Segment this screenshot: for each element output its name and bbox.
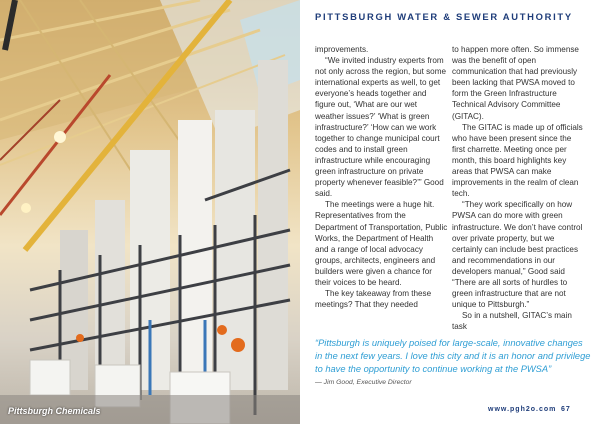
publication-title: PITTSBURGH WATER & SEWER AUTHORITY (315, 11, 573, 22)
page-number: 67 (561, 406, 571, 413)
paragraph: The GITAC is made up of officials who have been present since the first charrette. Meeting once per month, this board highlights key areas that PWSA can make improvements in the realm of clean tech. (452, 122, 583, 199)
pull-quote-author: — Jim Good, Executive Director (315, 379, 412, 386)
paragraph: “We invited industry experts from not only across the region, but some international experts as well, to get everyone’s heads together and figure out, ‘What are our wet weather issues?’ ‘What is green infrastructure?’ ‘How can we work together to change municipal court codes and to install green infrastructure while encouraging green infrastructure on private property whenever feasible?’” Good said. (315, 56, 446, 199)
paragraph: “They work specifically on how PWSA can do more with green infrastructure. We don’t have control over private property, but we certainly can include best practices and recommendations in our developers manual,” Good said “There are all sorts of hurdles to green infrastructure that are not unique to Pittsburgh.” (452, 200, 583, 310)
pull-quote: “Pittsburgh is uniquely poised for large-scale, innovative changes in the next few years. I love this city and it is an honor and privilege to have the opportunity to continue working at the PWSA” (315, 338, 591, 374)
footer-url: www.pgh2o.com (488, 406, 557, 413)
paragraph: The meetings were a huge hit. Representatives from the Department of Transportation, Public Works, the Department of Health and a range of local advocacy groups, architects, engineers and builders were given a chance for their voices to be heard. (315, 200, 448, 287)
photo-caption: Pittsburgh Chemicals (8, 406, 101, 416)
article-column-1 (315, 44, 448, 310)
paragraph: to happen more often. So immense was the benefit of open communication that had previously been lacking that PWSA moved to form the Green Infrastructure Technical Advisory Committee (GITAC). (452, 45, 579, 121)
paragraph: improvements. (315, 45, 369, 54)
paragraph: The key takeaway from these meetings? That they needed (315, 289, 432, 310)
paragraph: So in a nutshell, GITAC’s main task (452, 311, 572, 332)
article-column-2 (452, 44, 585, 332)
